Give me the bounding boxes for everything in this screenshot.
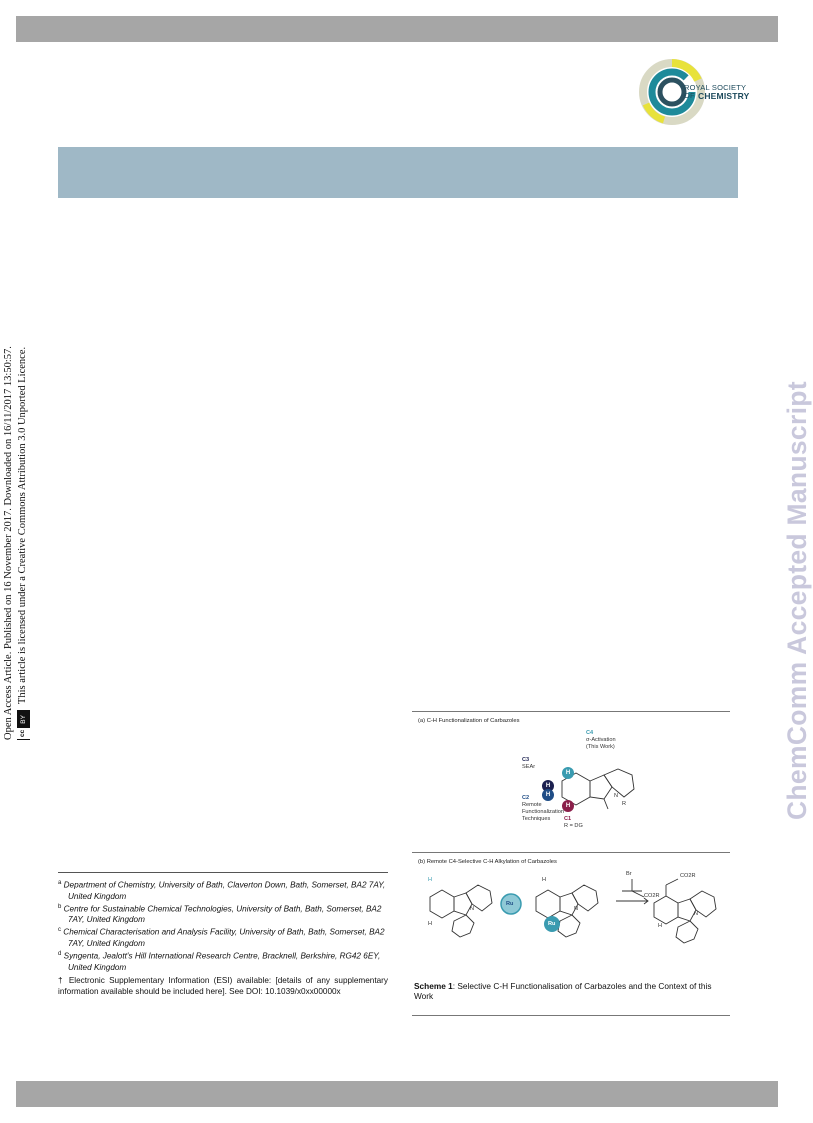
footer-bar <box>16 1081 778 1107</box>
product-ester-label: CO2R <box>680 873 696 879</box>
c3-label: C3 SEAr <box>522 757 536 770</box>
scheme-mid-rule <box>412 852 730 853</box>
c4-label: C4 σ-Activation (This Work) <box>586 730 616 750</box>
esi-footnote: † Electronic Supplementary Information (ESI) available: [details of any supplementary information available should be included here]. See DOI: 10.1039/x0xx00000x <box>58 975 388 996</box>
header-bar <box>16 16 778 42</box>
cc-icon: cc <box>16 728 30 739</box>
affiliation-item: $^b$ Centre for Sustainable Chemical Technologies, University of Bath, Bath, Somerset, BA2 7AY, United Kingdom <box>58 903 382 925</box>
cc-by-badge[interactable] <box>17 710 30 740</box>
logo-text-chemistry: CHEMISTRY <box>698 91 750 101</box>
reaction-scheme-icon <box>416 871 728 971</box>
carbazole-r-label: R <box>622 801 627 807</box>
panel-b-h-top-1: H <box>428 877 433 883</box>
notice-line-2 <box>16 280 30 740</box>
affiliation-item: $^d$ Syngenta, Jealott's Hill International Research Centre, Bracknell, Berkshire, RG42 6EY, United Kingdom <box>58 951 381 972</box>
c1-h-marker: H <box>562 800 574 812</box>
c2-h-marker: H <box>542 789 554 801</box>
affiliation-item: $^a$ Department of Chemistry, University of Bath, Claverton Down, Bath, Somerset, BA2 7AY, United Kingdom <box>58 880 386 901</box>
panel-b-h-top-2: H <box>542 877 547 883</box>
panel-b-n-1: N <box>470 906 475 912</box>
ru-catalyst-label: Ru <box>506 901 514 907</box>
carbazole-n-label: N <box>614 793 619 799</box>
open-access-notice <box>2 280 38 740</box>
panel-a-title: (a) C-H Functionalization of Carbazoles <box>418 718 520 724</box>
affiliations <box>58 878 388 997</box>
title-band <box>58 147 738 198</box>
c4-h-marker: H <box>562 767 574 779</box>
panel-b-n-3: N <box>694 911 699 917</box>
rsc-logo <box>634 56 750 126</box>
c1-label: C1 R = DG <box>564 816 583 829</box>
scheme-caption <box>414 982 730 1001</box>
c3-h-marker: H <box>542 780 554 792</box>
logo-text-of: OF <box>684 91 695 100</box>
scheme-caption-text: : Selective C-H Functionalisation of Carbazoles and the Context of this Work <box>414 981 712 1001</box>
affiliation-item: $^c$ Chemical Characterisation and Analysis Facility, University of Bath, Bath, Somerset, BA2 7AY, United Kingdom <box>58 927 385 949</box>
ru-metallacycle-label: Ru <box>548 921 556 927</box>
panel-b-n-2: N <box>574 906 579 912</box>
panel-b-title: (b) Remote C4-Selective C-H Alkylation of Carbazoles <box>418 859 557 865</box>
footnote-rule <box>58 872 388 873</box>
logo-text-line1: ROYAL SOCIETY <box>684 83 747 92</box>
by-icon: BY <box>18 711 29 728</box>
accepted-manuscript-watermark: ChemComm Accepted Manuscript <box>782 381 812 820</box>
panel-b-h-bottom-1: H <box>428 921 433 927</box>
scheme-top-rule <box>412 711 730 712</box>
scheme-bottom-rule <box>412 1015 730 1016</box>
reagent-ester-label: CO2R <box>644 893 660 899</box>
bromide-label: Br <box>626 871 632 877</box>
notice-line-2-text: This article is licensed under a Creative Commons Attribution 3.0 Unported Licence. <box>17 346 28 705</box>
panel-b-h-bottom-3: H <box>658 923 663 929</box>
notice-line-1: Open Access Article. Published on 16 November 2017. Downloaded on 16/11/2017 13:50:57. <box>3 346 14 740</box>
c2-label: C2 Remote Functionalization Techniques <box>522 795 564 822</box>
scheme-1-figure <box>412 711 730 1017</box>
scheme-caption-label: Scheme 1 <box>414 981 453 991</box>
